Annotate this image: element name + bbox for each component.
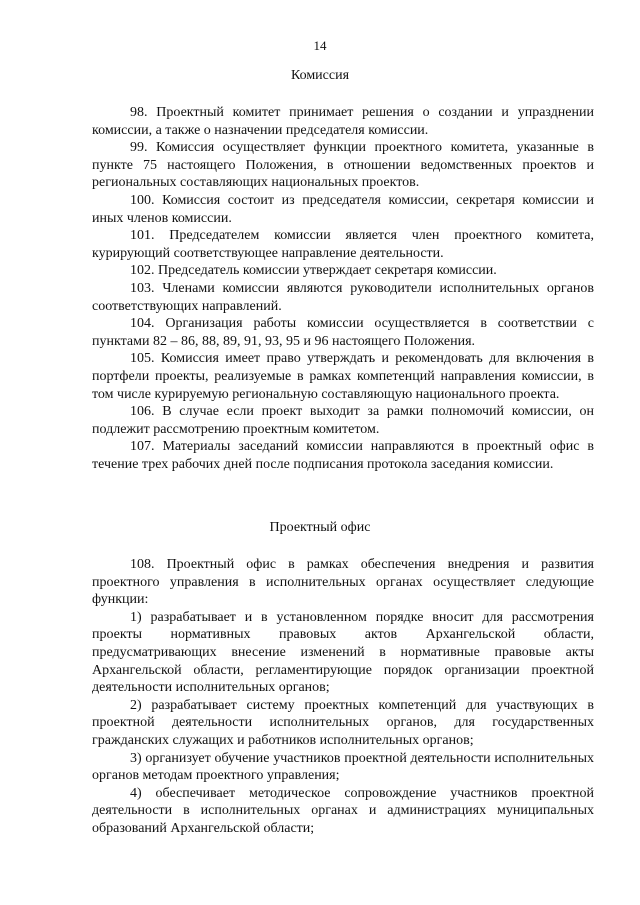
paragraph-107: 107. Материалы заседаний комиссии направляются в проектный офис в течение трех рабочих дней после подписания протокола заседания комиссии. (92, 439, 594, 472)
section-title-project-office: Проектный офис (269, 520, 371, 535)
list-item-1: 1) разрабатывает и в установленном порядке вносит для рассмотрения проекты нормативных правовых актов Архангельской области, предусматривающих внесение изменений в нормативные правовые акты Архангельской области, регламентирующие порядок организации проектной деятельности исполнительных органов; (92, 609, 594, 696)
paragraph-102: 102. Председатель комиссии утверждает секретаря комиссии. (130, 263, 497, 279)
section-title-commission: Комиссия (290, 68, 350, 83)
paragraph-98: 98. Проектный комитет принимает решения о создании и упразднении комиссии, а также о назначении председателя комиссии. (92, 105, 594, 138)
paragraph-105: 105. Комиссия имеет право утверждать и рекомендовать для включения в портфели проекты, реализуемые в рамках компетенций направления комиссии, в том числе курируемую региональную составляющую национального проекта. (92, 351, 594, 402)
list-item-2: 2) разрабатывает систему проектных компетенций для участвующих в проектной деятельности исполнительных органов, для государственных гражданских служащих и работников исполнительных органов; (92, 697, 594, 748)
commission-paragraphs (92, 104, 594, 473)
list-item-3: 3) организует обучение участников проектной деятельности исполнительных органов методам проектного управления; (92, 750, 594, 784)
paragraph-101: 101. Председателем комиссии является член проектного комитета, курирующий соответствующее направление деятельности. (92, 228, 594, 261)
list-item-4: 4) обеспечивает методическое сопровождение участников проектной деятельности в исполнительных органах и администрациях муниципальных образований Архангельской области; (92, 785, 594, 836)
page-number: 14 (313, 38, 327, 53)
project-office-paragraphs (92, 556, 594, 838)
paragraph-106: 106. В случае если проект выходит за рамки полномочий комиссии, он подлежит рассмотрению проектным комитетом. (92, 404, 594, 437)
paragraph-108: 108. Проектный офис в рамках обеспечения внедрения и развития проектного управления в исполнительных органах осуществляет следующие функции: (92, 557, 594, 608)
paragraph-100: 100. Комиссия состоит из председателя комиссии, секретаря комиссии и иных членов комиссии. (92, 192, 594, 226)
paragraph-104: 104. Организация работы комиссии осуществляется в соответствии с пунктами 82 – 86, 88, 89, 91, 93, 95 и 96 настоящего Положения. (92, 316, 594, 349)
paragraph-99: 99. Комиссия осуществляет функции проектного комитета, указанные в пункте 75 настоящего Положения, в отношении ведомственных проектов и региональных составляющих национальных проектов. (92, 140, 594, 191)
paragraph-103: 103. Членами комиссии являются руководители исполнительных органов соответствующих направлений. (92, 280, 594, 314)
